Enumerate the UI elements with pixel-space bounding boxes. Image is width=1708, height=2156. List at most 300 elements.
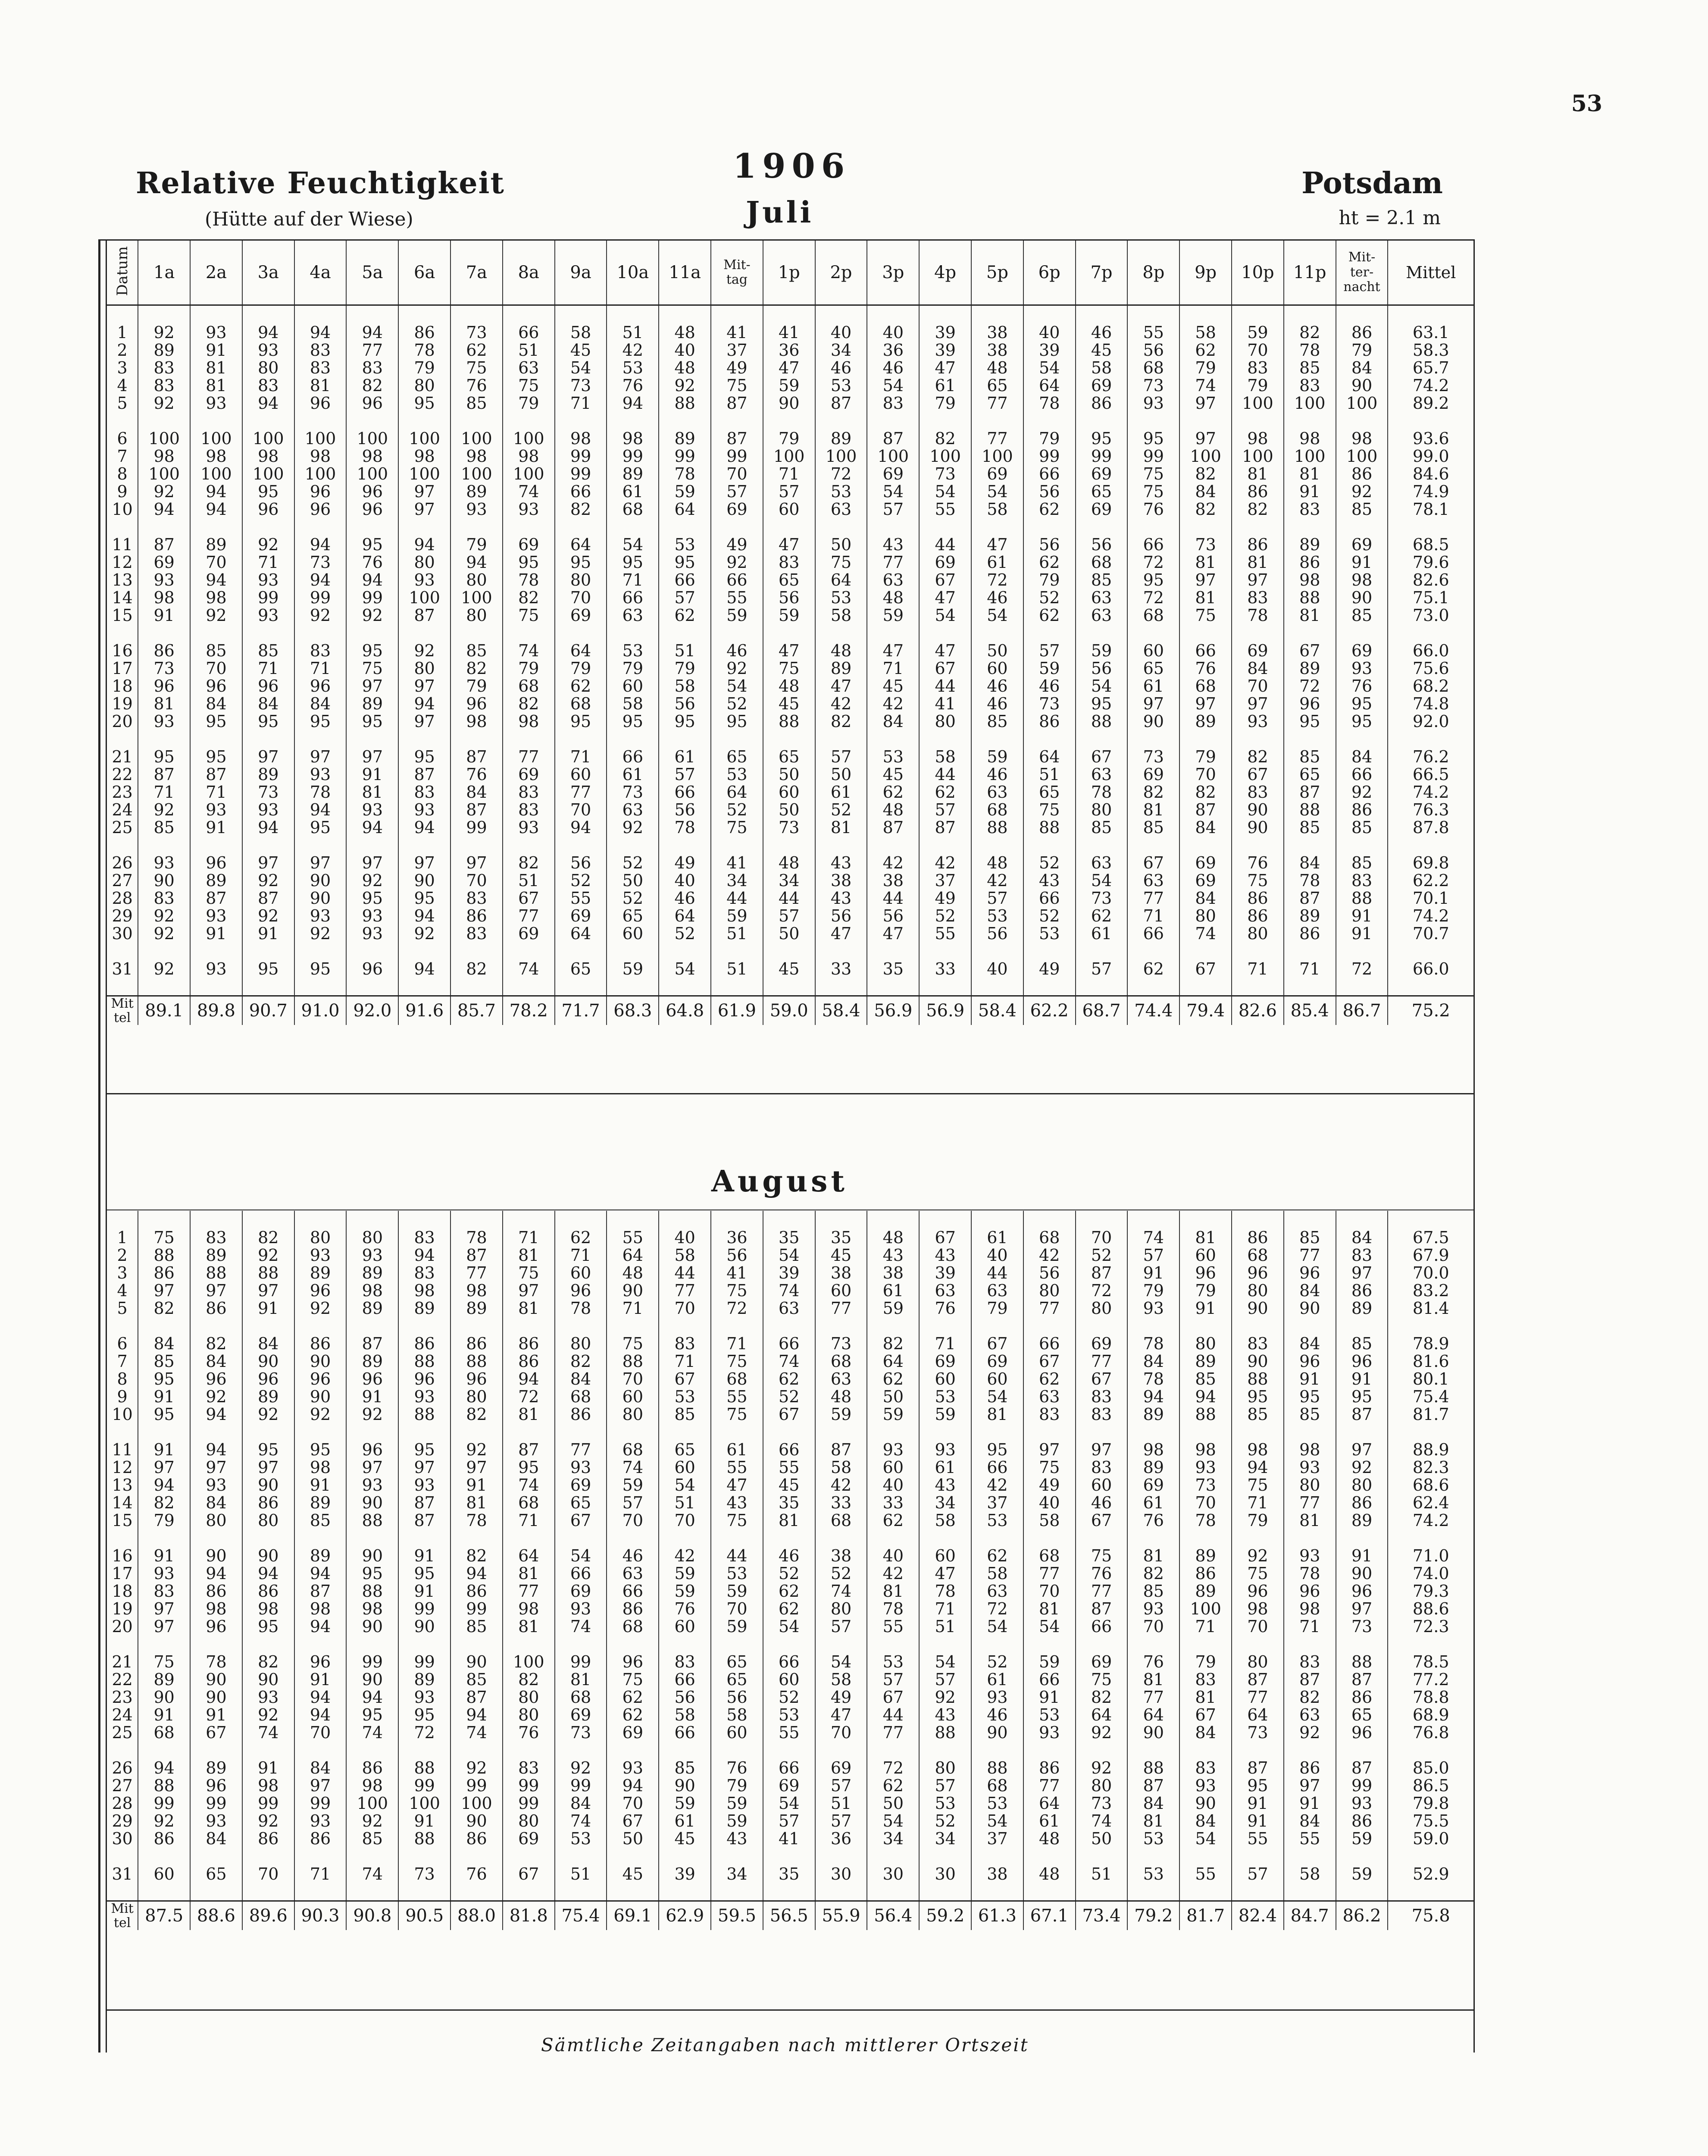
hourly-value: 70 [555, 801, 607, 818]
spacer-cell [1388, 1529, 1473, 1547]
hourly-value: 53 [815, 589, 867, 606]
daily-mean: 78.8 [1388, 1688, 1473, 1706]
hourly-value: 87 [450, 1246, 503, 1264]
hourly-value: 66 [659, 1670, 711, 1688]
hourly-value: 94 [607, 1777, 659, 1794]
hourly-value: 95 [659, 712, 711, 730]
spacer-cell [711, 1847, 763, 1865]
hourly-mean: 90.3 [294, 1901, 347, 1930]
hourly-value: 71 [763, 465, 815, 483]
spacer-cell [1388, 1635, 1473, 1653]
hourly-value: 81 [1232, 465, 1284, 483]
hourly-value: 71 [503, 1228, 555, 1246]
spacer-cell [867, 730, 919, 748]
column-header-hour [294, 241, 347, 305]
spacer-cell [659, 1635, 711, 1653]
hourly-value: 80 [1179, 1335, 1232, 1352]
hourly-value: 86 [555, 1405, 607, 1423]
hourly-value: 83 [190, 1228, 242, 1246]
hourly-value: 94 [190, 500, 242, 518]
hourly-value: 70 [815, 1724, 867, 1741]
hourly-value: 92 [138, 924, 190, 942]
hourly-value: 72 [1284, 677, 1336, 695]
hourly-value: 70 [659, 1299, 711, 1317]
july-table-row [107, 465, 1473, 483]
hourly-value: 93 [398, 801, 450, 818]
spacer-cell [1284, 1847, 1336, 1865]
hourly-value: 46 [971, 1706, 1023, 1724]
spacer-cell [242, 730, 294, 748]
hourly-value: 93 [346, 1246, 398, 1264]
spacer-cell [107, 412, 138, 429]
hourly-value: 61 [971, 1670, 1023, 1688]
spacer-cell [815, 1847, 867, 1865]
hourly-value: 81 [763, 1511, 815, 1529]
hourly-value: 87 [1336, 1670, 1388, 1688]
hourly-mean: 68.7 [1076, 996, 1128, 1025]
hourly-value: 59 [659, 1582, 711, 1600]
spacer-cell [919, 518, 971, 536]
hourly-value: 100 [503, 429, 555, 447]
hourly-value: 96 [1336, 1724, 1388, 1741]
spacer-cell [1336, 624, 1388, 642]
spacer-cell [398, 1317, 450, 1335]
hourly-value: 95 [398, 889, 450, 907]
spacer-cell [242, 412, 294, 429]
hourly-value: 52 [555, 871, 607, 889]
hourly-mean: 87.5 [138, 1901, 190, 1930]
hourly-value: 63 [1076, 606, 1128, 624]
hourly-value: 98 [503, 447, 555, 465]
hourly-value: 81 [503, 1299, 555, 1317]
spacer-cell [1023, 518, 1076, 536]
hourly-value: 52 [711, 695, 763, 712]
hourly-value: 51 [919, 1617, 971, 1635]
hourly-value: 51 [815, 1794, 867, 1812]
hourly-value: 82 [1179, 465, 1232, 483]
spacer-cell [107, 1883, 138, 1901]
hourly-value: 89 [398, 1299, 450, 1317]
hourly-value: 59 [711, 1582, 763, 1600]
hourly-value: 85 [1076, 571, 1128, 589]
hourly-value: 87 [867, 429, 919, 447]
hourly-value: 84 [1284, 1812, 1336, 1830]
spacer-cell [1179, 942, 1232, 960]
hourly-value: 80 [815, 1600, 867, 1617]
hourly-value: 88 [1127, 1759, 1179, 1777]
hourly-value: 66 [555, 1564, 607, 1582]
hourly-value: 57 [815, 1777, 867, 1794]
spacer-cell [1388, 518, 1473, 536]
daily-mean: 88.9 [1388, 1441, 1473, 1458]
hourly-value: 100 [294, 465, 347, 483]
hourly-value: 42 [867, 695, 919, 712]
day-number: 14 [112, 1493, 133, 1512]
hourly-value: 48 [607, 1264, 659, 1282]
hourly-value: 94 [346, 571, 398, 589]
hourly-value: 50 [867, 1388, 919, 1405]
day-number: 8 [117, 464, 128, 483]
hourly-value: 85 [1336, 1335, 1388, 1352]
spacer-cell [242, 1883, 294, 1901]
hourly-value: 94 [398, 907, 450, 924]
spacer-cell [659, 1883, 711, 1901]
hourly-value: 60 [1179, 1246, 1232, 1264]
july-table-row [107, 553, 1473, 571]
hourly-value: 84 [1232, 659, 1284, 677]
hourly-value: 71 [555, 394, 607, 412]
hourly-value: 64 [815, 571, 867, 589]
spacer-cell [294, 412, 347, 429]
hourly-value: 75 [1023, 1458, 1076, 1476]
hourly-value: 91 [1284, 1370, 1336, 1388]
hourly-value: 44 [867, 1706, 919, 1724]
spacer-cell [503, 942, 555, 960]
august-humidity-table [107, 1211, 1473, 1930]
hourly-value: 73 [555, 376, 607, 394]
hourly-mean: 59.2 [919, 1901, 971, 1930]
hourly-value: 79 [1179, 1653, 1232, 1670]
hourly-value: 74 [450, 1724, 503, 1741]
day-number: 27 [112, 871, 133, 890]
hourly-value: 98 [607, 429, 659, 447]
hourly-value: 80 [1284, 1476, 1336, 1494]
hourly-value: 83 [138, 376, 190, 394]
hourly-value: 84 [1179, 1812, 1232, 1830]
spacer-cell [398, 518, 450, 536]
spacer-cell [607, 1741, 659, 1759]
spacer-cell [815, 1211, 867, 1228]
hourly-value: 71 [294, 659, 347, 677]
spacer-cell [815, 1741, 867, 1759]
hourly-value: 83 [450, 889, 503, 907]
hourly-value: 86 [1284, 924, 1336, 942]
hourly-value: 60 [763, 500, 815, 518]
hourly-value: 63 [1127, 871, 1179, 889]
hourly-value: 49 [1023, 960, 1076, 978]
hourly-value: 86 [242, 1830, 294, 1847]
hourly-value: 97 [294, 748, 347, 765]
hourly-value: 55 [1179, 1865, 1232, 1883]
spacer-row [107, 1741, 1473, 1759]
hourly-value: 86 [503, 1352, 555, 1370]
hourly-value: 99 [450, 1600, 503, 1617]
hourly-value: 94 [346, 818, 398, 836]
hourly-mean: 64.8 [659, 996, 711, 1025]
hourly-value: 93 [242, 606, 294, 624]
hourly-value: 90 [346, 1617, 398, 1635]
hourly-value: 93 [1127, 1600, 1179, 1617]
hourly-value: 64 [659, 907, 711, 924]
hourly-value: 79 [398, 359, 450, 376]
hourly-value: 69 [555, 907, 607, 924]
hourly-value: 89 [190, 1246, 242, 1264]
hourly-value: 90 [346, 1547, 398, 1564]
hourly-value: 67 [1179, 960, 1232, 978]
hourly-value: 91 [1232, 1794, 1284, 1812]
spacer-cell [294, 1211, 347, 1228]
spacer-cell [1076, 518, 1128, 536]
hourly-value: 89 [294, 1494, 347, 1511]
hourly-value: 98 [138, 589, 190, 606]
spacer-cell [763, 412, 815, 429]
spacer-cell [1179, 412, 1232, 429]
hourly-value: 73 [294, 553, 347, 571]
hourly-value: 100 [503, 465, 555, 483]
hourly-value: 59 [867, 1405, 919, 1423]
hourly-value: 72 [1076, 1282, 1128, 1299]
hourly-value: 96 [190, 1370, 242, 1388]
hourly-value: 78 [1179, 1511, 1232, 1529]
hourly-value: 78 [450, 1228, 503, 1246]
hourly-value: 90 [1232, 818, 1284, 836]
hourly-value: 62 [867, 1777, 919, 1794]
hourly-value: 92 [1336, 483, 1388, 500]
july-table-row [107, 659, 1473, 677]
hourly-value: 68 [503, 1494, 555, 1511]
hourly-value: 71 [138, 783, 190, 801]
hourly-value: 51 [503, 871, 555, 889]
hourly-value: 85 [1127, 818, 1179, 836]
day-number: 29 [112, 906, 133, 925]
hourly-value: 75 [763, 659, 815, 677]
hourly-value: 48 [1023, 1865, 1076, 1883]
hourly-value: 77 [1284, 1246, 1336, 1264]
hourly-value: 73 [242, 783, 294, 801]
hourly-value: 71 [867, 659, 919, 677]
hourly-value: 85 [1284, 1405, 1336, 1423]
hourly-value: 52 [815, 801, 867, 818]
hourly-value: 89 [242, 765, 294, 783]
hourly-value: 96 [294, 677, 347, 695]
hourly-mean: 89.6 [242, 1901, 294, 1930]
spacer-cell [138, 730, 190, 748]
hourly-value: 61 [659, 748, 711, 765]
hourly-value: 63 [1023, 1388, 1076, 1405]
hourly-value: 84 [1336, 748, 1388, 765]
hourly-value: 95 [190, 748, 242, 765]
hourly-value: 39 [659, 1865, 711, 1883]
hourly-value: 57 [763, 1812, 815, 1830]
hourly-value: 78 [919, 1582, 971, 1600]
hourly-value: 76 [1336, 677, 1388, 695]
hourly-value: 96 [346, 394, 398, 412]
hourly-value: 90 [450, 1812, 503, 1830]
hourly-value: 68 [555, 695, 607, 712]
daily-mean: 75.1 [1388, 589, 1473, 606]
day-number: 19 [112, 1599, 133, 1618]
hourly-value: 97 [242, 748, 294, 765]
hourly-value: 55 [763, 1458, 815, 1476]
hourly-value: 99 [294, 589, 347, 606]
hourly-value: 42 [659, 1547, 711, 1564]
hourly-value: 100 [1232, 394, 1284, 412]
day-number: 28 [112, 888, 133, 908]
day-number: 7 [117, 1351, 128, 1371]
hourly-value: 46 [763, 1547, 815, 1564]
spacer-cell [1232, 1883, 1284, 1901]
spacer-cell [346, 730, 398, 748]
spacer-cell [346, 942, 398, 960]
spacer-cell [242, 1741, 294, 1759]
hourly-value: 73 [763, 818, 815, 836]
hourly-value: 95 [1284, 712, 1336, 730]
hourly-value: 79 [450, 677, 503, 695]
hourly-mean: 86.2 [1336, 1901, 1388, 1930]
hourly-value: 97 [294, 1777, 347, 1794]
hourly-value: 95 [503, 1458, 555, 1476]
hourly-value: 82 [919, 429, 971, 447]
hourly-value: 92 [294, 606, 347, 624]
hourly-value: 89 [346, 1352, 398, 1370]
hourly-value: 62 [607, 1706, 659, 1724]
hourly-value: 63 [815, 1370, 867, 1388]
hourly-value: 92 [398, 924, 450, 942]
hourly-value: 86 [1336, 323, 1388, 341]
hourly-value: 69 [1336, 642, 1388, 659]
hourly-value: 45 [763, 960, 815, 978]
spacer-cell [1076, 624, 1128, 642]
spacer-cell [1023, 1423, 1076, 1441]
hourly-value: 53 [1023, 1706, 1076, 1724]
spacer-cell [1232, 1317, 1284, 1335]
hourly-value: 78 [659, 818, 711, 836]
hourly-value: 91 [1336, 553, 1388, 571]
hourly-value: 50 [815, 765, 867, 783]
hourly-value: 99 [398, 1653, 450, 1670]
daily-mean: 82.6 [1388, 571, 1473, 589]
hourly-value: 96 [190, 1617, 242, 1635]
hourly-value: 96 [607, 1653, 659, 1670]
hourly-value: 36 [711, 1228, 763, 1246]
hourly-value: 38 [867, 871, 919, 889]
hourly-value: 100 [1179, 1600, 1232, 1617]
hourly-value: 93 [294, 1246, 347, 1264]
hourly-value: 69 [1076, 500, 1128, 518]
hourly-value: 90 [138, 871, 190, 889]
hourly-value: 89 [1284, 659, 1336, 677]
hourly-value: 79 [1232, 376, 1284, 394]
hourly-value: 68 [503, 677, 555, 695]
hourly-value: 50 [971, 642, 1023, 659]
hourly-value: 94 [607, 394, 659, 412]
july-table-row [107, 341, 1473, 359]
spacer-cell [190, 978, 242, 996]
hourly-value: 67 [1179, 1706, 1232, 1724]
spacer-cell [971, 942, 1023, 960]
hourly-value: 72 [971, 571, 1023, 589]
hourly-value: 58 [1179, 323, 1232, 341]
hourly-value: 63 [503, 359, 555, 376]
hourly-value: 57 [659, 589, 711, 606]
hourly-value: 62 [919, 783, 971, 801]
hourly-value: 66 [1127, 924, 1179, 942]
spacer-cell [1232, 1423, 1284, 1441]
hourly-value: 99 [503, 1794, 555, 1812]
hourly-value: 70 [607, 1511, 659, 1529]
hourly-value: 97 [1179, 394, 1232, 412]
spacer-cell [450, 518, 503, 536]
spacer-cell [294, 730, 347, 748]
hourly-value: 97 [242, 1458, 294, 1476]
hourly-value: 86 [1336, 1812, 1388, 1830]
spacer-cell [346, 1741, 398, 1759]
hourly-value: 98 [294, 1600, 347, 1617]
spacer-cell [138, 1317, 190, 1335]
hourly-value: 93 [242, 341, 294, 359]
hourly-value: 84 [555, 1370, 607, 1388]
hourly-value: 98 [398, 1282, 450, 1299]
hourly-mean: 89.1 [138, 996, 190, 1025]
hourly-value: 97 [398, 500, 450, 518]
hourly-value: 38 [971, 1865, 1023, 1883]
spacer-cell [919, 1883, 971, 1901]
hourly-value: 86 [1336, 801, 1388, 818]
hourly-value: 97 [346, 677, 398, 695]
hourly-value: 86 [1284, 553, 1336, 571]
spacer-cell [867, 518, 919, 536]
spacer-cell [294, 1847, 347, 1865]
hourly-value: 97 [138, 1282, 190, 1299]
hourly-value: 62 [1023, 1370, 1076, 1388]
hourly-value: 34 [867, 1830, 919, 1847]
hourly-value: 95 [398, 1441, 450, 1458]
august-table-row [107, 1335, 1473, 1352]
column-header-hour-label: 5p [986, 263, 1008, 282]
spacer-cell [711, 1423, 763, 1441]
august-table-row [107, 1830, 1473, 1847]
hourly-value: 84 [867, 712, 919, 730]
hourly-value: 51 [1076, 1865, 1128, 1883]
hourly-value: 79 [503, 394, 555, 412]
hourly-value: 97 [1336, 1441, 1388, 1458]
hourly-value: 97 [398, 1458, 450, 1476]
hourly-value: 91 [398, 1547, 450, 1564]
spacer-cell [1232, 730, 1284, 748]
hourly-value: 94 [398, 818, 450, 836]
hourly-value: 95 [1336, 1388, 1388, 1405]
hourly-value: 95 [659, 553, 711, 571]
daily-mean: 81.6 [1388, 1352, 1473, 1370]
hourly-value: 54 [867, 1812, 919, 1830]
hourly-value: 93 [1336, 659, 1388, 677]
hourly-value: 60 [919, 1370, 971, 1388]
hourly-value: 88 [1284, 589, 1336, 606]
hourly-mean: 82.4 [1232, 1901, 1284, 1930]
hourly-value: 85 [450, 1670, 503, 1688]
hourly-value: 96 [294, 500, 347, 518]
hourly-value: 85 [190, 642, 242, 659]
hourly-value: 89 [398, 1670, 450, 1688]
day-number: 18 [112, 676, 133, 696]
hourly-value: 98 [1284, 571, 1336, 589]
hourly-value: 69 [919, 553, 971, 571]
spacer-row [107, 978, 1473, 996]
spacer-cell [971, 1529, 1023, 1547]
hourly-value: 98 [450, 712, 503, 730]
hourly-value: 60 [711, 1724, 763, 1741]
hourly-value: 94 [294, 1617, 347, 1635]
hourly-value: 61 [815, 783, 867, 801]
hourly-value: 90 [1336, 376, 1388, 394]
hourly-value: 52 [815, 1564, 867, 1582]
spacer-cell [555, 730, 607, 748]
hourly-value: 78 [659, 465, 711, 483]
spacer-cell [659, 1317, 711, 1335]
hourly-value: 90 [242, 1352, 294, 1370]
hourly-value: 83 [1232, 589, 1284, 606]
hourly-value: 50 [607, 871, 659, 889]
